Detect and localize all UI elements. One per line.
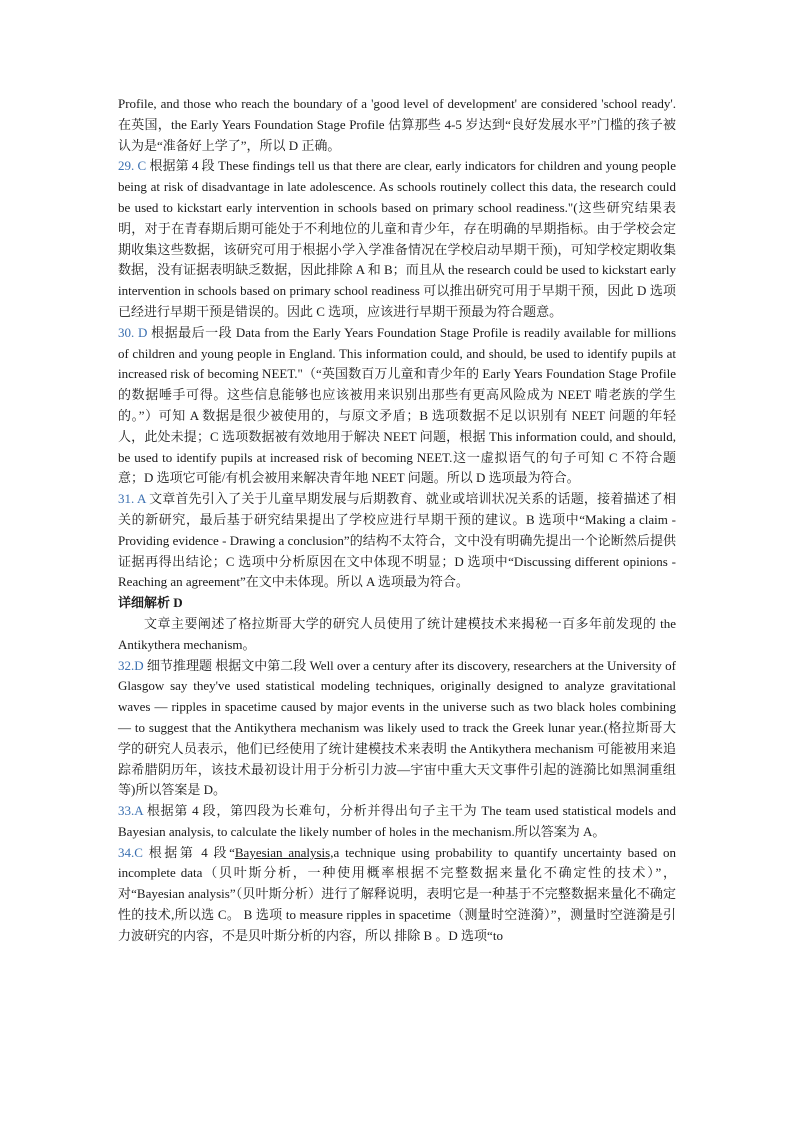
underlined-term: Bayesian analysis,: [234, 844, 334, 860]
answer-prefix: 根据第 4 段“: [148, 844, 235, 860]
summary-paragraph: 文章主要阐述了格拉斯哥大学的研究人员使用了统计建模技术来揭秘一百多年前发现的 the Antikythera mechanism。: [118, 615, 676, 652]
answer-32: [118, 656, 676, 802]
answer-text: 细节推理题 根据文中第二段 Well over a century after its discovery, researchers at the University of Glasgow say they've used statistical modeling techniques, originally designed to analyze gravitational waves — ripples in spacetime caused by major events in the universe such as two black holes combining — to suggest that the Antikythera mechanism was likely used to track the Greek lunar year.(格拉斯哥大学的研究人员表示，他们已经使用了统计建模技术来表明 the Antikythera mechanism 可能被用来追踪希腊阴历年，该技术最初设计用于分析引力波—宇宙中重大天文事件引起的涟漪比如黑洞重组等)所以答案是 D。: [118, 657, 676, 798]
answer-label: 30. D: [118, 324, 148, 340]
paragraph-text: Profile, and those who reach the boundary of a 'good level of development' are considered 'school ready'.在英国，the Early Years Foundation Stage Profile 估算那些 4-5 岁达到“良好发展水平”门槛的孩子被认为是“准备好上学了”，所以 D 正确。: [118, 96, 676, 153]
document-page: [118, 94, 676, 947]
section-heading: 详细解析 D: [118, 595, 183, 611]
answer-text: a technique using probability to quantify uncertainty based on incomplete data（贝叶斯分析，一种使用概率根据不完整数据来量化不确定性的技术）”，对“Bayesian analysis”（贝叶斯分析）进行了解释说明，表明它是一种基于不完整数据来量化不确定性的技术,所以选 C。 B 选项 to measure ripples in spacetime（测量时空涟漪）”，测量时空涟漪是引力波研究的内容，不是贝叶斯分析的内容，所以 排除 B 。D 选项“to: [118, 844, 676, 943]
answer-label: 29. C: [118, 158, 147, 174]
answer-33: [118, 801, 676, 843]
answer-29: [118, 156, 676, 322]
answer-text: 文章首先引入了关于儿童早期发展与后期教育、就业或培训状况关系的话题，接着描述了相关的新研究，最后基于研究结果提出了学校应进行早期干预的建议。B 选项中“Making a claim - Providing evidence - Drawing a conclusion”的结构不太符合，文中没有明确先提出一个论断然后提供证据再得出结论；C 选项中分析原因在文中体现不明显；D 选项中“Discussing different opinions - Reaching an agreement”在文中未体现。所以 A 选项最为符合。: [118, 491, 676, 590]
answer-label: 34.C: [118, 844, 143, 860]
answer-text: 根据第 4 段，第四段为长难句，分析并得出句子主干为 The team used statistical models and Bayesian analysis, to calculate the likely number of holes in the mechanism.所以答案为 A。: [118, 803, 677, 839]
answer-text: 根据最后一段 Data from the Early Years Foundation Stage Profile is readily available for millions of children and young people in England. This information could, and should, be used to identify pupils at increased risk of becoming NEET."（“英国数百万儿童和青少年的 Early Years Foundation Stage Profile 的数据唾手可得。这些信息能够也应该被用来识别出那些有更高风险成为 NEET 啃老族的学生的。”）可知 A 数据是很少被使用的，与原文矛盾；B 选项数据不足以识别有 NEET 问题的年轻人，此处未提；C 选项数据被有效地用于解决 NEET 问题，根据 This information could, and should, be used to identify pupils at increased risk of becoming NEET.这一虚拟语气的句子可知 C 不符合题意；D 选项它可能/有机会被用来解决青年地 NEET 问题。所以 D 选项最为符合。: [118, 324, 677, 486]
answer-label: 32.D: [118, 657, 144, 673]
answer-text: 根据第 4 段 These findings tell us that there are clear, early indicators for children and young people being at risk of disadvantage in late adolescence. As schools routinely collect this data, the research could be used to kickstart early intervention in schools based on primary school readiness."(这些研究结果表明，对于在青春期后期可能处于不利地位的儿童和青少年，存在明确的早期指标。由于学校会定期收集这些数据，该研究可用于根据小学入学准备情况在学校启动早期干预)，可知学校定期收集数据，没有证据表明缺乏数据，因此排除 A 和 B；而且从 the research could be used to kickstart early intervention in schools based on primary school readiness 可以推出研究可用于早期干预，因此 D 选项已经进行早期干预是错误的。因此 C 选项，应该进行早期干预最为符合题意。: [118, 158, 677, 319]
answer-label: 31. A: [118, 491, 146, 507]
answer-34: [118, 843, 676, 947]
answer-31: [118, 489, 676, 593]
answer-30: [118, 323, 676, 489]
intro-paragraph: [118, 94, 676, 156]
answer-label: 33.A: [118, 803, 143, 819]
